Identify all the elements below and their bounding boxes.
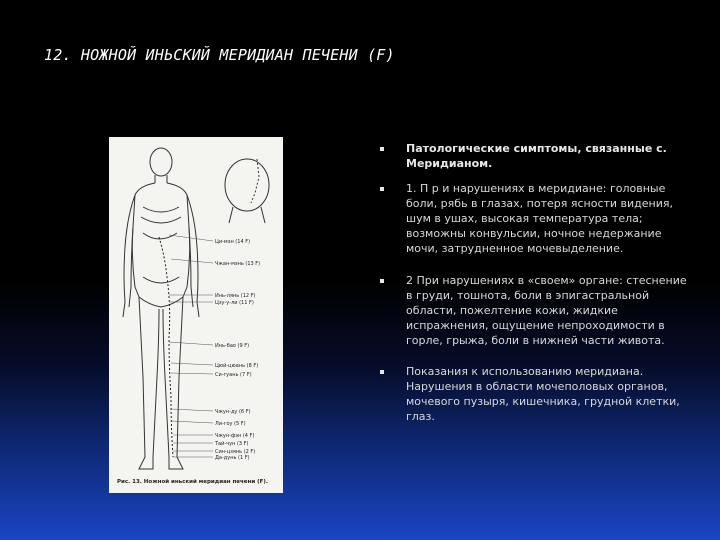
figure-left-leg <box>139 297 159 469</box>
point-label: Инь-бао (9 F) <box>215 343 250 349</box>
connector <box>171 409 213 411</box>
list-item <box>376 364 696 424</box>
body-illustration <box>109 137 283 493</box>
point-label: Чжан-мэнь (13 F) <box>215 261 261 267</box>
list-item-text: Показания к использованию меридиана. Нарушения в области мочеполовых органов, мочевого пузыря, кишечника, грудной клетки, глаз. <box>406 365 680 423</box>
meridian-line <box>159 237 173 457</box>
point-label: Си-гуань (7 F) <box>215 372 252 378</box>
profile-meridian <box>251 159 259 203</box>
connector <box>171 373 213 374</box>
point-label: Чжун-фэн (4 F) <box>215 433 255 439</box>
slide-title: 12. НОЖНОЙ ИНЬСКИЙ МЕРИДИАН ПЕЧЕНИ (F) <box>44 46 395 64</box>
point-label: Да-дунь (1 F) <box>215 455 250 461</box>
bullet-icon <box>380 147 384 151</box>
connector <box>169 235 213 241</box>
list-item <box>376 181 696 256</box>
meridian-figure <box>109 137 283 493</box>
figure-right-arm <box>187 195 199 317</box>
point-label: Ли-гоу (5 F) <box>215 421 246 427</box>
point-label: Син-цзянь (2 F) <box>215 449 256 455</box>
list-item-text: 1. П р и нарушениях в меридиане: головные боли, рябь в глазах, потеря ясности видения, шум в ушах, высокая температура тела; возможны конвульсии, ночное недержание мочи, затрудненное мочевыделение. <box>406 182 674 255</box>
point-label: Цюй-цюань (8 F) <box>215 363 259 369</box>
profile-neck <box>229 207 265 223</box>
point-label: Чжун-ду (6 F) <box>215 409 251 415</box>
figure-ribs <box>141 207 181 239</box>
figure-head <box>150 148 172 176</box>
connector <box>171 421 213 423</box>
figure-left-arm <box>123 195 135 317</box>
symptom-list <box>376 141 696 431</box>
list-item-text: 2 При нарушениях в «своем» органе: стеснение в груди, тошнота, боли в эпигастральной области, пожелтение кожи, жидкие испражнения, ощущение непроходимости в горле, грыжа, боли в нижней части живота. <box>406 274 687 347</box>
point-label: Инь-лянь (12 F) <box>215 293 256 299</box>
list-item <box>376 141 696 171</box>
profile-head <box>225 159 269 211</box>
list-item-text: Патологические симптомы, связанные с. Меридианом. <box>406 142 667 170</box>
list-item <box>376 273 696 348</box>
bullet-icon <box>380 279 384 283</box>
point-label: Ци-мэн (14 F) <box>215 239 251 245</box>
point-label: Цзу-у-ли (11 F) <box>215 300 254 306</box>
figure-pelvis <box>143 277 179 283</box>
connector <box>171 259 213 263</box>
connector <box>171 363 213 365</box>
figure-caption: Рис. 13. Ножной иньский меридиан печени (F). <box>117 479 268 485</box>
point-label: Тай-чун (3 F) <box>215 441 249 447</box>
bullet-icon <box>380 187 384 191</box>
bullet-icon <box>380 370 384 374</box>
connector <box>169 342 213 345</box>
